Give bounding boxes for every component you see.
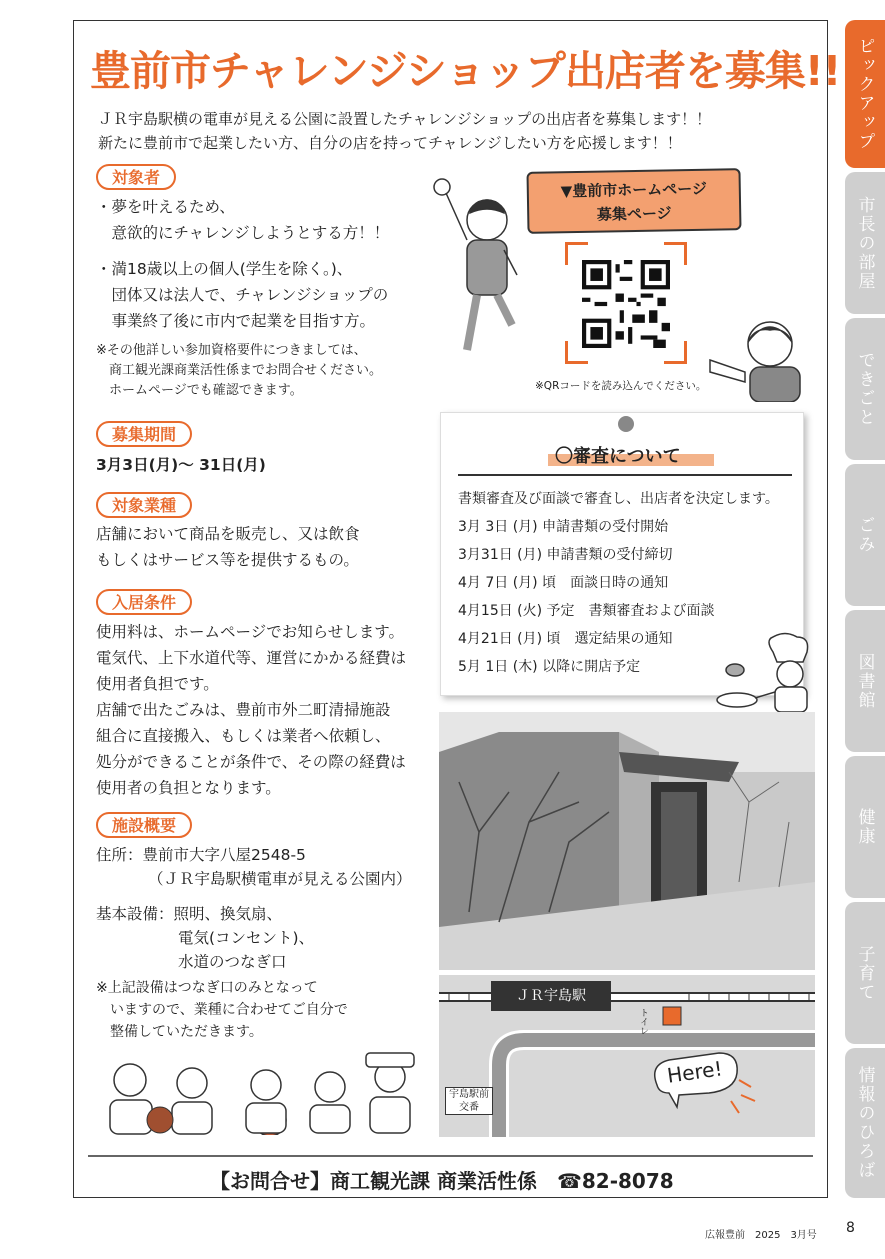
- conditions-line: 使用者の負担となります。: [96, 779, 281, 797]
- staff-illustration: [100, 1045, 420, 1135]
- conditions-line: 使用料は、ホームページでお知らせします。: [96, 623, 404, 641]
- conditions-line: 組合に直接搬入、もしくは業者へ依頼し、: [96, 727, 391, 745]
- homepage-box: [526, 168, 741, 234]
- conditions-text: [96, 619, 406, 801]
- chef-illustration: [715, 632, 815, 712]
- target-line: ・満18歳以上の個人(学生を除く。)、: [96, 260, 353, 278]
- facility-equipment: 基本設備：照明、換気扇、: [96, 905, 283, 923]
- tab-info[interactable]: 情報のひろば: [845, 1048, 885, 1198]
- industry-text: [96, 521, 360, 573]
- tab-garbage[interactable]: ごみ: [845, 464, 885, 606]
- footer-text: 広報豊前 2025 3月号: [705, 1230, 817, 1241]
- facility-equipment: 水道のつなぎ口: [178, 953, 287, 971]
- target-line: 事業終了後に市内で起業を目指す方。: [96, 312, 376, 330]
- tab-pickup[interactable]: ピックアップ: [845, 20, 885, 168]
- qr-code-icon[interactable]: [582, 260, 670, 348]
- tab-mayor[interactable]: 市長の部屋: [845, 172, 885, 314]
- review-divider: [458, 474, 792, 476]
- review-schedule-item: 5月 1日 (木) 以降に開店予定: [458, 659, 641, 675]
- homepage-sub-label: 募集ページ: [596, 204, 672, 224]
- shop-photo: [439, 712, 815, 970]
- qr-note: ※QRコードを読み込んでください。: [535, 380, 707, 392]
- review-schedule-item: 4月 7日 (月) 頃 面談日時の通知: [458, 575, 669, 591]
- target-line: 団体又は法人で、チャレンジショップの: [96, 286, 389, 304]
- homepage-label: ▼豊前市ホームページ: [560, 179, 708, 201]
- tab-childcare[interactable]: 子育て: [845, 902, 885, 1044]
- review-title: 〇審査について: [555, 446, 681, 467]
- target-line: ・夢を叶えるため、: [96, 198, 235, 216]
- target-text: [96, 194, 389, 334]
- note-line: ※上記設備はつなぎ口のみとなって: [96, 980, 318, 996]
- conditions-line: 店舗で出たごみは、豊前市外二町清掃施設: [96, 701, 391, 719]
- industry-label: 対象業種: [96, 492, 192, 518]
- facility-equipment: 電気(コンセント)、: [178, 929, 315, 947]
- target-note: [96, 341, 382, 401]
- industry-line: 店舗において商品を販売し、又は飲食: [96, 525, 360, 543]
- intro-text: [98, 107, 711, 155]
- page-number: 8: [846, 1220, 855, 1236]
- facility-address: 住所：豊前市大字八屋2548-5: [96, 846, 306, 864]
- facility-label: 施設概要: [96, 812, 192, 838]
- tab-health[interactable]: 健康: [845, 756, 885, 898]
- toilet-label: トイレ: [638, 1008, 648, 1035]
- tab-library[interactable]: 図書館: [845, 610, 885, 752]
- location-map: [439, 975, 815, 1137]
- tab-events[interactable]: できごと: [845, 318, 885, 460]
- note-line: ホームページでも確認できます。: [96, 383, 303, 398]
- station-label: ＪＲ宇島駅: [491, 981, 611, 1011]
- intro-line: ＪＲ宇島駅横の電車が見える公園に設置したチャレンジショップの出店者を募集します！！: [98, 110, 712, 128]
- crossing-line: 宇島駅前: [449, 1089, 489, 1100]
- contact-divider: [88, 1155, 813, 1157]
- pin-icon: [618, 416, 634, 432]
- intro-line: 新たに豊前市で起業したい方、自分の店を持ってチャレンジしたい方を応援します！！: [98, 134, 682, 152]
- facility-note: [96, 977, 348, 1043]
- review-schedule-item: 4月15日 (火) 予定 書類審査および面談: [458, 603, 715, 619]
- industry-line: もしくはサービス等を提供するもの。: [96, 551, 359, 569]
- period-text: 3月3日(月)～ 31日(月): [96, 456, 266, 474]
- contact-info: 【お問合せ】商工観光課 商業活性係 ☎82-8078: [210, 1169, 674, 1193]
- note-line: ※その他詳しい参加資格要件につきましては、: [96, 343, 367, 358]
- facility-address-sub: （ＪＲ宇島駅横電車が見える公園内）: [148, 870, 412, 888]
- here-marker: Here!: [665, 1056, 724, 1088]
- conditions-label: 入居条件: [96, 589, 192, 615]
- crossing-line: 交番: [459, 1102, 479, 1113]
- period-label: 募集期間: [96, 421, 192, 447]
- guide-woman-illustration: [705, 312, 815, 402]
- note-line: 商工観光課商業活性係までお問合せください。: [96, 363, 383, 378]
- review-schedule-item: 3月31日 (月) 申請書類の受付締切: [458, 547, 673, 563]
- page-title: 豊前市チャレンジショップ出店者を募集!!: [90, 47, 841, 95]
- target-line: 意欲的にチャレンジしようとする方！！: [96, 224, 390, 242]
- conditions-line: 処分ができることが条件で、その際の経費は: [96, 753, 406, 771]
- conditions-line: 使用者負担です。: [96, 675, 219, 693]
- target-label: 対象者: [96, 164, 176, 190]
- conditions-line: 電気代、上下水道代等、運営にかかる経費は: [96, 649, 407, 667]
- review-schedule-item: 3月 3日 (月) 申請書類の受付開始: [458, 519, 669, 535]
- note-line: いますので、業種に合わせてご自分で: [96, 1002, 348, 1018]
- review-schedule-item: 4月21日 (月) 頃 選定結果の通知: [458, 631, 673, 647]
- crossing-label: [445, 1087, 493, 1115]
- review-intro: 書類審査及び面談で審査し、出店者を決定します。: [458, 491, 779, 507]
- businessman-illustration: [432, 175, 522, 355]
- note-line: 整備していただきます。: [96, 1024, 263, 1040]
